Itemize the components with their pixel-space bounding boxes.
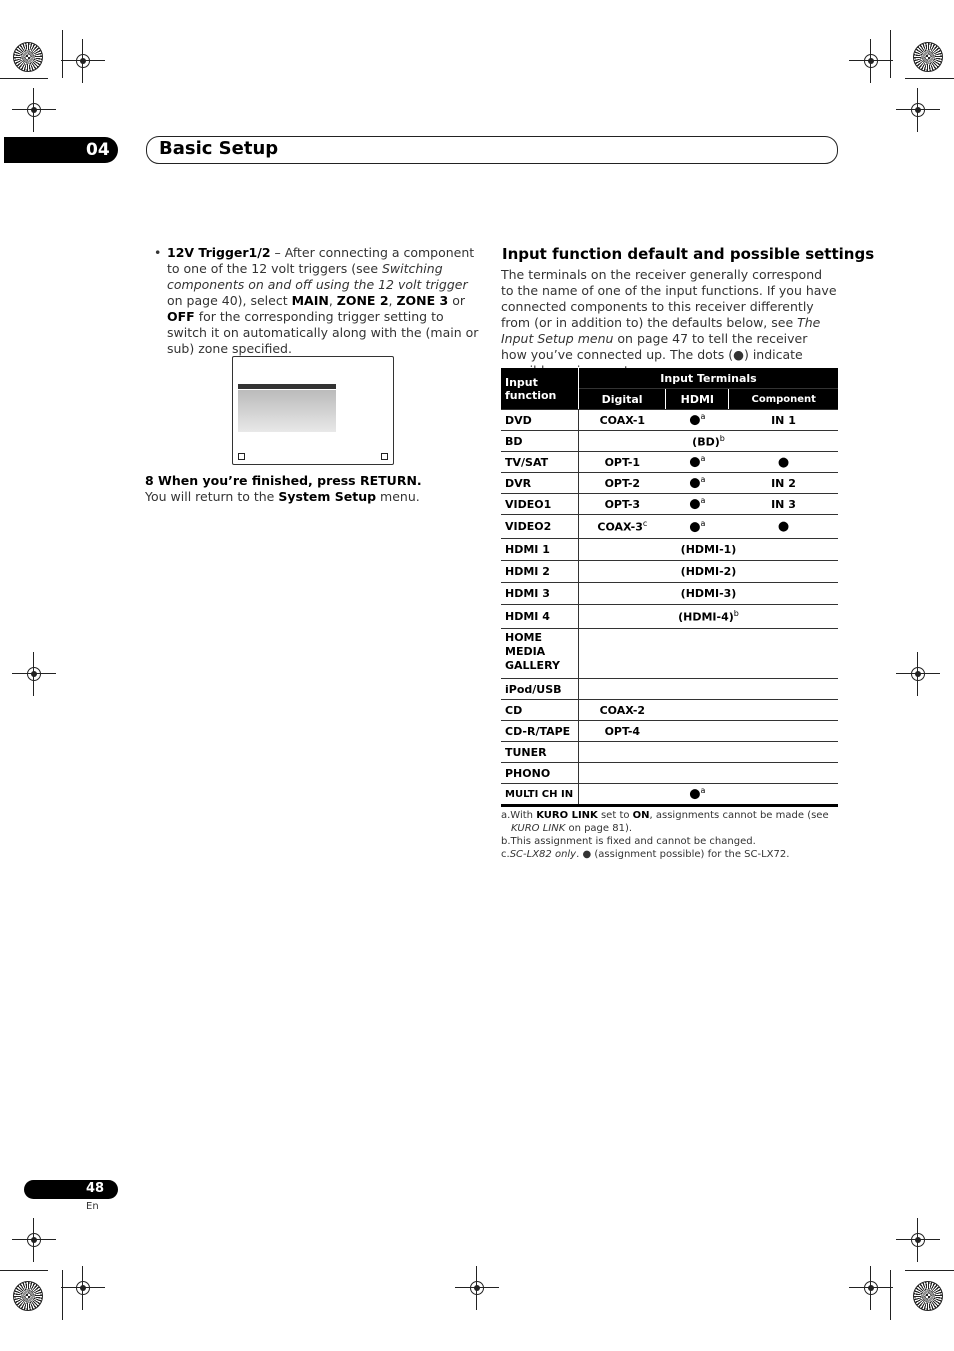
input-function-cell: HDMI 4	[501, 605, 579, 629]
table-body	[501, 410, 838, 806]
input-function-cell: CD-R/TAPE	[501, 721, 579, 742]
table-notes	[501, 809, 837, 861]
chapter-badge	[4, 137, 118, 163]
trigger-text: for the corresponding trigger setting to switch it on automatically along with the (main or sub) zone specified.	[167, 309, 479, 356]
merged-cell-value: (HDMI-2)	[680, 565, 737, 578]
hdmi-cell	[666, 784, 729, 806]
table-row	[501, 431, 838, 452]
note-bold: ON	[632, 810, 650, 821]
note-text: a.With	[501, 810, 537, 821]
digital-cell-value: OPT-2	[604, 476, 641, 490]
hdmi-cell	[666, 679, 729, 700]
input-function-cell: DVD	[501, 410, 579, 431]
table-row	[501, 410, 838, 431]
registration-star-icon	[13, 1281, 43, 1311]
header-digital: Digital	[579, 389, 666, 410]
footnote-marker: a	[700, 518, 706, 528]
note-a	[501, 809, 837, 835]
digital-cell	[579, 473, 666, 494]
chapter-title: Basic Setup	[159, 138, 279, 159]
table-row	[501, 742, 838, 763]
component-cell	[729, 629, 838, 679]
digital-cell-value: COAX-2	[599, 703, 646, 717]
footnote-marker: c	[642, 519, 648, 529]
input-function-cell: HDMI 3	[501, 583, 579, 605]
option-main: MAIN	[291, 293, 329, 308]
footnote-marker: a	[700, 475, 706, 485]
component-cell	[729, 410, 838, 431]
component-cell-value: IN 2	[771, 476, 796, 490]
left-column	[145, 245, 480, 357]
crop-line	[890, 30, 891, 78]
input-function-cell: iPod/USB	[501, 679, 579, 700]
separator: or	[448, 293, 465, 308]
step-menu-name: System Setup	[278, 489, 377, 504]
hdmi-cell	[666, 452, 729, 473]
digital-cell	[579, 515, 666, 539]
step-text: menu.	[376, 489, 420, 504]
component-cell	[729, 742, 838, 763]
osd-corner-icon	[381, 453, 388, 460]
input-function-cell: HDMI 2	[501, 561, 579, 583]
component-cell-value: ●	[777, 519, 790, 534]
registration-mark-icon	[24, 100, 44, 120]
note-ref: SC-LX82 only	[509, 849, 577, 860]
hdmi-cell-value: ●	[689, 786, 701, 802]
registration-mark-icon	[24, 1230, 44, 1250]
digital-cell	[579, 784, 666, 806]
merged-cell-value: (HDMI-1)	[680, 543, 737, 556]
input-function-cell: TUNER	[501, 742, 579, 763]
footnote-marker: a	[700, 412, 706, 422]
crop-line	[0, 78, 48, 79]
footnote-marker: a	[700, 454, 706, 464]
note-ref: KURO LINK	[511, 823, 566, 834]
component-cell-value: ●	[777, 454, 790, 470]
trigger-text: – After connecting a component to one of the 12 volt triggers (see	[167, 245, 475, 276]
input-terminal-table	[501, 368, 838, 807]
digital-cell	[579, 700, 666, 721]
digital-cell	[579, 494, 666, 515]
hdmi-cell	[666, 410, 729, 431]
note-b: b.This assignment is fixed and cannot be changed.	[501, 836, 756, 847]
trigger-ref: Switching components on and off using the 12 volt trigger	[167, 261, 468, 292]
table-row	[501, 539, 838, 561]
digital-cell-value: COAX-1	[599, 413, 646, 427]
registration-star-icon	[913, 42, 943, 72]
registration-mark-icon	[73, 1278, 93, 1298]
table-row	[501, 515, 838, 539]
header-input-function: Input function	[501, 368, 579, 410]
input-function-cell: HOME MEDIA GALLERY	[501, 629, 579, 679]
component-cell	[729, 452, 838, 473]
note-text: c.	[501, 849, 510, 860]
hdmi-cell	[666, 494, 729, 515]
option-off: OFF	[167, 309, 195, 324]
input-function-cell: DVR	[501, 473, 579, 494]
trigger-text: on page 40), select	[167, 293, 292, 308]
section-intro	[501, 265, 837, 379]
step-heading: 8 When you’re finished, press RETURN.	[145, 473, 422, 488]
crop-line	[0, 1270, 48, 1271]
registration-mark-icon	[908, 1230, 928, 1250]
digital-cell	[579, 629, 666, 679]
separator: ,	[328, 293, 337, 308]
component-cell	[729, 494, 838, 515]
intro-text: The terminals on the receiver generally correspond to the name of one of the input functions. If you have connected components to this receiver differently from (or in addition to) the defaults below, see	[501, 267, 837, 330]
digital-cell	[579, 721, 666, 742]
registration-mark-icon	[73, 51, 93, 71]
osd-screen-illustration	[232, 356, 394, 465]
section-heading: Input function default and possible settings	[502, 245, 875, 263]
page-number-badge	[24, 1180, 118, 1199]
input-function-cell: BD	[501, 431, 579, 452]
merged-cell-value: (BD)	[692, 435, 720, 449]
registration-mark-icon	[861, 51, 881, 71]
component-cell	[729, 679, 838, 700]
hdmi-cell	[666, 629, 729, 679]
digital-cell-value: OPT-1	[604, 455, 641, 469]
hdmi-cell	[666, 515, 729, 539]
note-text: , assignments cannot be made (see	[649, 810, 829, 821]
registration-mark-icon	[908, 100, 928, 120]
table-row	[501, 561, 838, 583]
component-cell-value: IN 3	[771, 497, 796, 511]
input-function-cell: VIDEO2	[501, 515, 579, 539]
hdmi-cell	[666, 742, 729, 763]
table-row	[501, 583, 838, 605]
intro-ref: The Input Setup menu	[501, 315, 821, 346]
table-row	[501, 605, 838, 629]
chapter-number: 04	[86, 140, 110, 160]
osd-corner-icon	[238, 453, 245, 460]
crop-line	[62, 30, 63, 78]
step-text: You will return to the	[145, 489, 279, 504]
component-cell	[729, 784, 838, 806]
table-row	[501, 473, 838, 494]
hdmi-cell	[666, 721, 729, 742]
input-function-cell: TV/SAT	[501, 452, 579, 473]
hdmi-cell-value: ●	[689, 412, 701, 428]
table-row	[501, 700, 838, 721]
note-text: set to	[597, 810, 633, 821]
crop-line	[890, 1270, 891, 1320]
note-text: . ● (assignment possible) for the SC-LX72.	[576, 849, 790, 860]
note-c	[501, 848, 837, 861]
crop-line	[905, 78, 954, 79]
hdmi-cell	[666, 700, 729, 721]
hdmi-cell-value: ●	[689, 519, 701, 535]
component-cell	[729, 515, 838, 539]
header-input-terminals: Input Terminals	[579, 368, 839, 389]
merged-cell	[579, 605, 839, 629]
footnote-marker: b	[719, 433, 725, 443]
merged-cell	[579, 431, 839, 452]
note-text: on page 81).	[565, 823, 633, 834]
crop-line	[905, 1270, 954, 1271]
table-row	[501, 784, 838, 806]
table-row	[501, 494, 838, 515]
trigger-bullet	[145, 245, 480, 357]
component-cell	[729, 473, 838, 494]
table-row	[501, 679, 838, 700]
input-function-cell: CD	[501, 700, 579, 721]
header-component: Component	[729, 389, 838, 410]
digital-cell-value: OPT-4	[604, 724, 641, 738]
table-row	[501, 629, 838, 679]
hdmi-cell-value: ●	[689, 475, 701, 491]
component-cell	[729, 700, 838, 721]
trigger-term: 12V Trigger1/2	[167, 245, 271, 260]
table-row	[501, 763, 838, 784]
digital-cell	[579, 763, 666, 784]
osd-menu-bar	[238, 384, 336, 389]
footnote-marker: a	[700, 496, 706, 506]
input-function-cell: HDMI 1	[501, 539, 579, 561]
note-bold: KURO LINK	[536, 810, 598, 821]
input-function-cell: PHONO	[501, 763, 579, 784]
option-zone2: ZONE 2	[336, 293, 389, 308]
input-function-cell: VIDEO1	[501, 494, 579, 515]
registration-mark-icon	[24, 664, 44, 684]
merged-cell-value: (HDMI-4)	[678, 610, 734, 624]
header-hdmi: HDMI	[666, 389, 729, 410]
osd-menu-panel	[238, 390, 336, 432]
component-cell	[729, 763, 838, 784]
footnote-marker: a	[700, 786, 706, 796]
digital-cell	[579, 410, 666, 431]
chapter-title-bar	[146, 136, 838, 164]
option-zone3: ZONE 3	[396, 293, 449, 308]
table-row	[501, 452, 838, 473]
digital-cell	[579, 679, 666, 700]
component-cell-value: IN 1	[771, 413, 796, 427]
hdmi-cell	[666, 473, 729, 494]
digital-cell	[579, 452, 666, 473]
registration-mark-icon	[861, 1278, 881, 1298]
input-function-cell: MULTI CH IN	[501, 784, 579, 806]
separator: ,	[388, 293, 397, 308]
intro-text: on page 47 to tell the receiver how you’ve connected up. The dots (●) indicate	[501, 331, 808, 362]
table-row	[501, 721, 838, 742]
digital-cell	[579, 742, 666, 763]
registration-mark-icon	[908, 664, 928, 684]
registration-star-icon	[13, 42, 43, 72]
crop-line	[62, 1270, 63, 1320]
merged-cell	[579, 583, 839, 605]
bullet-icon: •	[154, 245, 162, 260]
hdmi-cell	[666, 763, 729, 784]
registration-mark-icon	[467, 1278, 487, 1298]
registration-star-icon	[913, 1281, 943, 1311]
language-code: En	[86, 1201, 99, 1212]
component-cell	[729, 721, 838, 742]
footnote-marker: b	[733, 609, 739, 619]
step-8	[145, 473, 465, 505]
merged-cell	[579, 539, 839, 561]
digital-cell-value: OPT-3	[604, 497, 641, 511]
digital-cell-value: COAX-3	[597, 520, 643, 534]
page-number: 48	[86, 1181, 105, 1196]
merged-cell-value: (HDMI-3)	[680, 587, 737, 600]
hdmi-cell-value: ●	[689, 454, 701, 470]
hdmi-cell-value: ●	[689, 496, 701, 512]
merged-cell	[579, 561, 839, 583]
